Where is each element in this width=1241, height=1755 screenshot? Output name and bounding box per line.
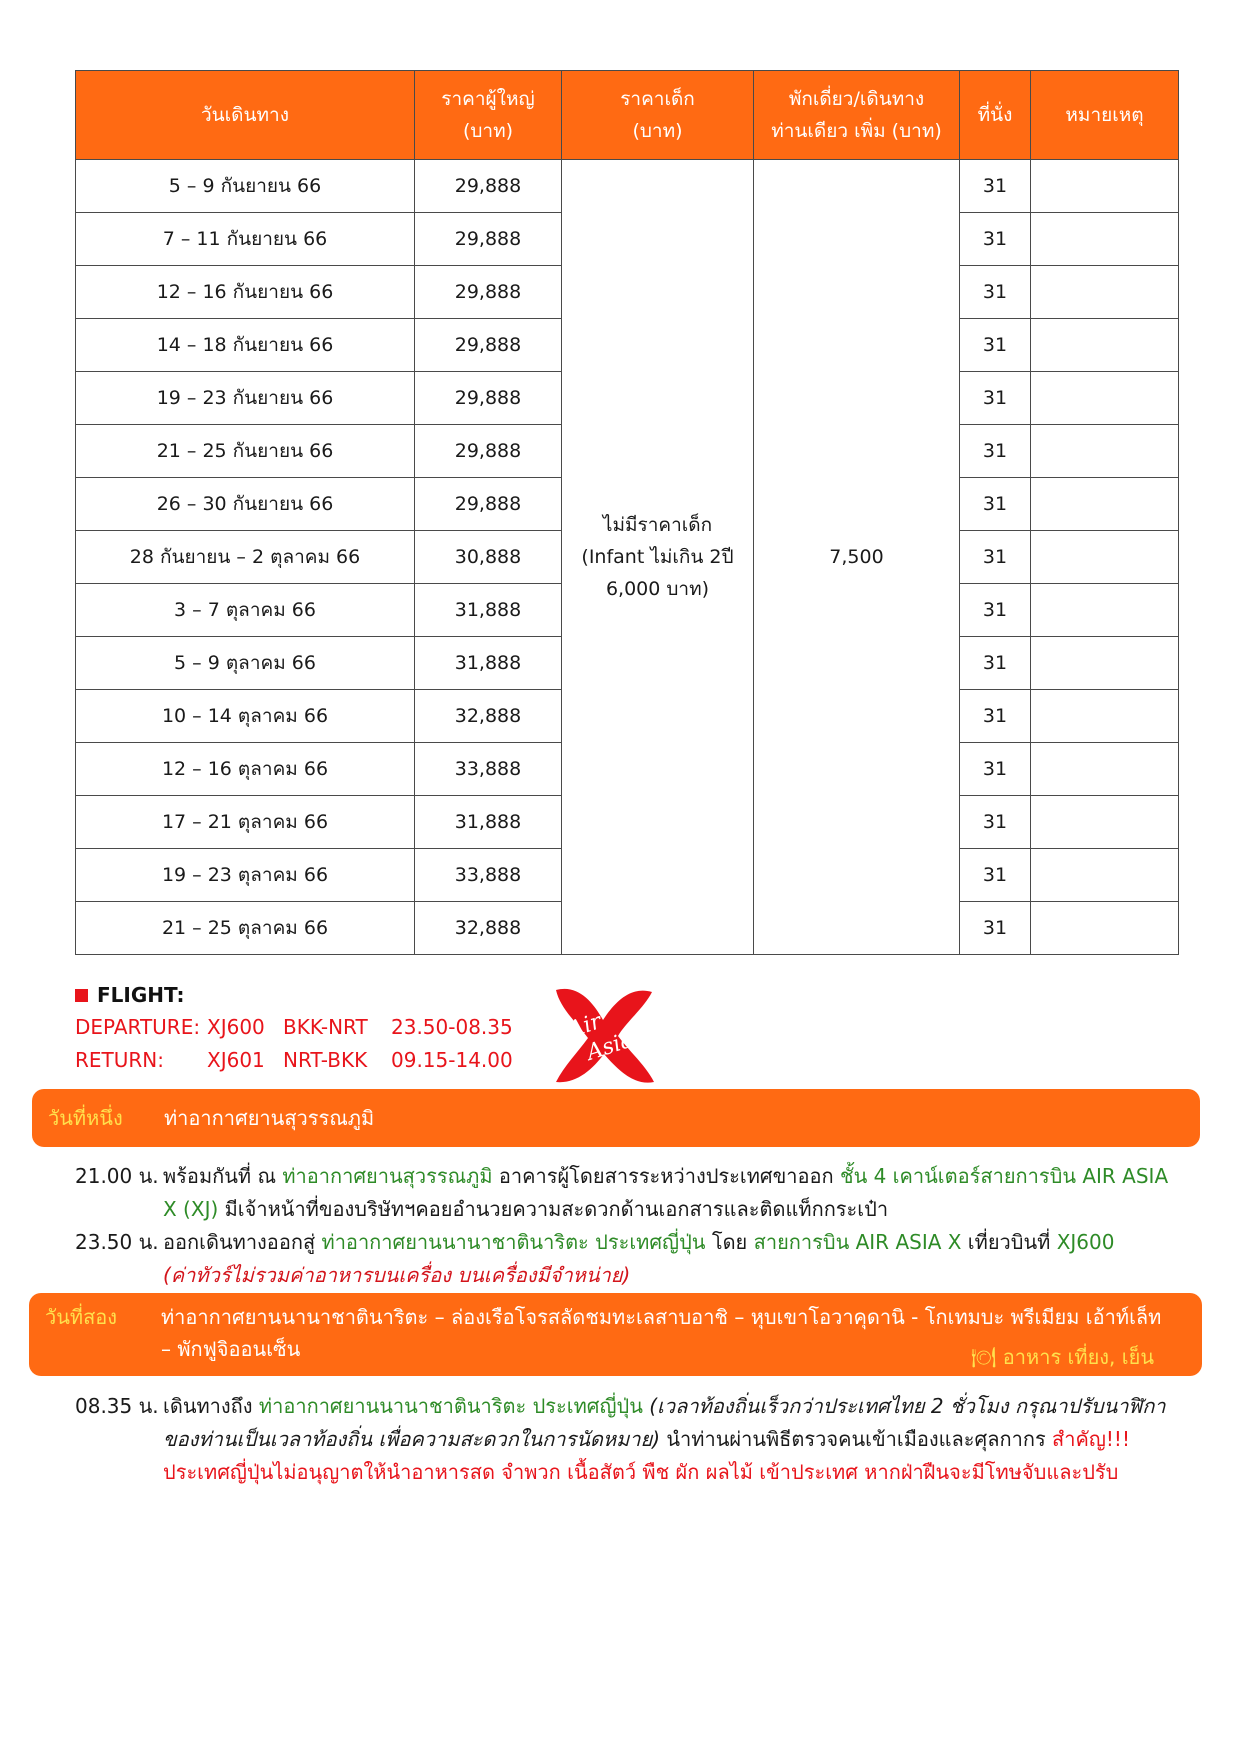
column-header bbox=[562, 71, 754, 160]
return-flight-no: XJ601 bbox=[207, 1047, 265, 1072]
note-cell bbox=[1031, 478, 1179, 531]
adult-price-cell: 29,888 bbox=[415, 425, 562, 478]
column-header-line: ราคาเด็ก bbox=[620, 88, 695, 110]
note-cell bbox=[1031, 425, 1179, 478]
item-time: 21.00 น. bbox=[75, 1164, 159, 1188]
note-cell bbox=[1031, 849, 1179, 902]
price-table bbox=[75, 70, 1179, 955]
item-description bbox=[163, 1226, 1185, 1292]
adult-price-cell: 29,888 bbox=[415, 478, 562, 531]
logo-text-asia: Asia bbox=[583, 1027, 637, 1066]
day2-banner bbox=[29, 1293, 1202, 1376]
day1-title: ท่าอากาศยานสุวรรณภูมิ bbox=[164, 1106, 375, 1130]
column-header-line: ราคาผู้ใหญ่ bbox=[441, 88, 535, 110]
travel-date-cell: 12 – 16 กันยายน 66 bbox=[76, 266, 415, 319]
child-price-line: ไม่มีราคาเด็ก bbox=[602, 514, 713, 536]
highlight-airline: สายการบิน AIR ASIA X bbox=[753, 1230, 962, 1254]
column-header bbox=[960, 71, 1031, 160]
adult-price-cell: 31,888 bbox=[415, 796, 562, 849]
return-time: 09.15-14.00 bbox=[391, 1047, 513, 1072]
seats-cell: 31 bbox=[960, 319, 1031, 372]
departure-row bbox=[75, 1010, 513, 1043]
seats-cell: 31 bbox=[960, 160, 1031, 213]
travel-date-cell: 12 – 16 ตุลาคม 66 bbox=[76, 743, 415, 796]
child-price-line: (Infant ไม่เกิน 2ปี bbox=[581, 546, 734, 568]
travel-date-cell: 14 – 18 กันยายน 66 bbox=[76, 319, 415, 372]
item-time: 08.35 น. bbox=[75, 1394, 159, 1418]
text-segment: อาคารผู้โดยสารระหว่างประเทศขาออก bbox=[492, 1164, 840, 1188]
child-price-line: 6,000 บาท) bbox=[605, 578, 710, 600]
highlight-place: ท่าอากาศยานนานาชาตินาริตะ ประเทศญี่ปุ่น bbox=[258, 1394, 643, 1418]
note-cell bbox=[1031, 637, 1179, 690]
seats-cell: 31 bbox=[960, 213, 1031, 266]
note-cell bbox=[1031, 743, 1179, 796]
adult-price-cell: 30,888 bbox=[415, 531, 562, 584]
seats-cell: 31 bbox=[960, 743, 1031, 796]
seats-cell: 31 bbox=[960, 531, 1031, 584]
return-row bbox=[75, 1043, 513, 1076]
column-header-line: วันเดินทาง bbox=[201, 104, 289, 126]
travel-date-cell: 5 – 9 ตุลาคม 66 bbox=[76, 637, 415, 690]
departure-label: DEPARTURE: bbox=[75, 1014, 201, 1039]
airasia-x-logo bbox=[548, 982, 658, 1088]
itinerary-item bbox=[75, 1390, 1185, 1489]
adult-price-cell: 32,888 bbox=[415, 902, 562, 955]
seats-cell: 31 bbox=[960, 266, 1031, 319]
day2-meals: 🍽 อาหาร เที่ยง, เย็น bbox=[971, 1345, 1154, 1369]
day2-title: ท่าอากาศยานนานาชาตินาริตะ – ล่องเรือโจรสลัดชมทะเลสาบอาชิ – หุบเขาโอวาคุดานิ - โกเทมบะ พรีเมียม เอ้าท์เล็ท – พักฟูจิออนเซ็น bbox=[161, 1305, 1162, 1361]
day1-label: วันที่หนึ่ง bbox=[48, 1106, 123, 1130]
adult-price-cell: 29,888 bbox=[415, 319, 562, 372]
note-cell bbox=[1031, 902, 1179, 955]
column-header-line: พักเดี่ยว/เดินทาง bbox=[788, 88, 925, 110]
item-description bbox=[163, 1390, 1185, 1489]
item-time: 23.50 น. bbox=[75, 1230, 159, 1254]
text-segment: นำท่านผ่านพิธีตรวจคนเข้าเมืองและศุลกากร bbox=[660, 1427, 1053, 1451]
departure-flight-no: XJ600 bbox=[207, 1014, 265, 1039]
note-cell bbox=[1031, 531, 1179, 584]
travel-date-cell: 28 กันยายน – 2 ตุลาคม 66 bbox=[76, 531, 415, 584]
column-header bbox=[415, 71, 562, 160]
adult-price-cell: 33,888 bbox=[415, 743, 562, 796]
column-header-line: (บาท) bbox=[462, 120, 514, 142]
travel-date-cell: 3 – 7 ตุลาคม 66 bbox=[76, 584, 415, 637]
note-cell bbox=[1031, 690, 1179, 743]
column-header bbox=[754, 71, 960, 160]
seats-cell: 31 bbox=[960, 796, 1031, 849]
seats-cell: 31 bbox=[960, 478, 1031, 531]
price-table-body bbox=[76, 160, 1179, 955]
single-supplement-cell: 7,500 bbox=[754, 160, 960, 955]
bullet-square-icon bbox=[75, 989, 88, 1002]
text-segment: พร้อมกันที่ ณ bbox=[163, 1164, 283, 1188]
text-segment: มีเจ้าหน้าที่ของบริษัทฯคอยอำนวยความสะดวกด้านเอกสารและติดแท็กกระเป๋า bbox=[218, 1197, 889, 1221]
note-cell bbox=[1031, 372, 1179, 425]
note-cell bbox=[1031, 160, 1179, 213]
adult-price-cell: 29,888 bbox=[415, 372, 562, 425]
note-cell bbox=[1031, 266, 1179, 319]
travel-date-cell: 21 – 25 กันยายน 66 bbox=[76, 425, 415, 478]
price-table-header bbox=[76, 71, 1179, 160]
column-header-line: หมายเหตุ bbox=[1065, 104, 1144, 126]
text-segment: เดินทางถึง bbox=[163, 1394, 259, 1418]
day1-banner bbox=[32, 1089, 1200, 1147]
return-label: RETURN: bbox=[75, 1047, 164, 1072]
adult-price-cell: 32,888 bbox=[415, 690, 562, 743]
seats-cell: 31 bbox=[960, 849, 1031, 902]
logo-text-air: Air bbox=[565, 1009, 605, 1044]
seats-cell: 31 bbox=[960, 690, 1031, 743]
seats-cell: 31 bbox=[960, 902, 1031, 955]
flight-heading-text: FLIGHT: bbox=[97, 983, 185, 1007]
column-header-line: (บาท) bbox=[632, 120, 683, 142]
meal-note: (ค่าทัวร์ไม่รวมค่าอาหารบนเครื่อง บนเครื่องมีจำหน่าย) bbox=[163, 1263, 631, 1287]
day2-label: วันที่สอง bbox=[45, 1305, 118, 1329]
item-description bbox=[163, 1160, 1185, 1226]
text-segment: โดย bbox=[705, 1230, 754, 1254]
travel-date-cell: 5 – 9 กันยายน 66 bbox=[76, 160, 415, 213]
travel-date-cell: 19 – 23 กันยายน 66 bbox=[76, 372, 415, 425]
travel-date-cell: 7 – 11 กันยายน 66 bbox=[76, 213, 415, 266]
seats-cell: 31 bbox=[960, 637, 1031, 690]
column-header bbox=[1031, 71, 1179, 160]
highlight-counter: ชั้น 4 เคาน์เตอร์สายการบิน AIR ASIA X (XJ) bbox=[163, 1164, 1169, 1221]
child-price-cell bbox=[562, 160, 754, 955]
travel-date-cell: 17 – 21 ตุลาคม 66 bbox=[76, 796, 415, 849]
itinerary-item bbox=[75, 1160, 1185, 1226]
note-cell bbox=[1031, 319, 1179, 372]
warning-text: สำคัญ!!! ประเทศญี่ปุ่นไม่อนุญาตให้นำอาหารสด จำพวก เนื้อสัตว์ พืช ผัก ผลไม้ เข้าประเทศ หากฝ่าฝืนจะมีโทษจับและปรับ bbox=[163, 1427, 1130, 1484]
departure-time: 23.50-08.35 bbox=[391, 1014, 513, 1039]
adult-price-cell: 29,888 bbox=[415, 266, 562, 319]
note-cell bbox=[1031, 584, 1179, 637]
text-segment: ออกเดินทางออกสู่ bbox=[163, 1230, 322, 1254]
time-note: (เวลาท้องถิ่นเร็วกว่าประเทศไทย 2 ชั่วโมง กรุณาปรับนาฬิกาของท่านเป็นเวลาท้องถิ่น เพื่อความสะดวกในการนัดหมาย) bbox=[163, 1394, 1166, 1451]
note-cell bbox=[1031, 796, 1179, 849]
adult-price-cell: 31,888 bbox=[415, 584, 562, 637]
note-cell bbox=[1031, 213, 1179, 266]
departure-route: BKK-NRT bbox=[283, 1014, 368, 1039]
adult-price-cell: 29,888 bbox=[415, 160, 562, 213]
flight-info bbox=[75, 980, 513, 1076]
highlight-flight-no: XJ600 bbox=[1056, 1230, 1115, 1254]
travel-date-cell: 10 – 14 ตุลาคม 66 bbox=[76, 690, 415, 743]
text-segment: เที่ยวบินที่ bbox=[961, 1230, 1057, 1254]
seats-cell: 31 bbox=[960, 584, 1031, 637]
table-row bbox=[76, 160, 1179, 213]
travel-date-cell: 19 – 23 ตุลาคม 66 bbox=[76, 849, 415, 902]
adult-price-cell: 29,888 bbox=[415, 213, 562, 266]
column-header-line: ท่านเดียว เพิ่ม (บาท) bbox=[771, 120, 942, 142]
adult-price-cell: 31,888 bbox=[415, 637, 562, 690]
highlight-place: ท่าอากาศยานสุวรรณภูมิ bbox=[282, 1164, 493, 1188]
highlight-place: ท่าอากาศยานนานาชาตินาริตะ ประเทศญี่ปุ่น bbox=[321, 1230, 706, 1254]
column-header-line: ที่นั่ง bbox=[977, 104, 1013, 126]
travel-date-cell: 26 – 30 กันยายน 66 bbox=[76, 478, 415, 531]
flight-heading bbox=[75, 980, 513, 1010]
itinerary-item bbox=[75, 1226, 1185, 1292]
seats-cell: 31 bbox=[960, 372, 1031, 425]
column-header bbox=[76, 71, 415, 160]
adult-price-cell: 33,888 bbox=[415, 849, 562, 902]
return-route: NRT-BKK bbox=[283, 1047, 368, 1072]
seats-cell: 31 bbox=[960, 425, 1031, 478]
travel-date-cell: 21 – 25 ตุลาคม 66 bbox=[76, 902, 415, 955]
